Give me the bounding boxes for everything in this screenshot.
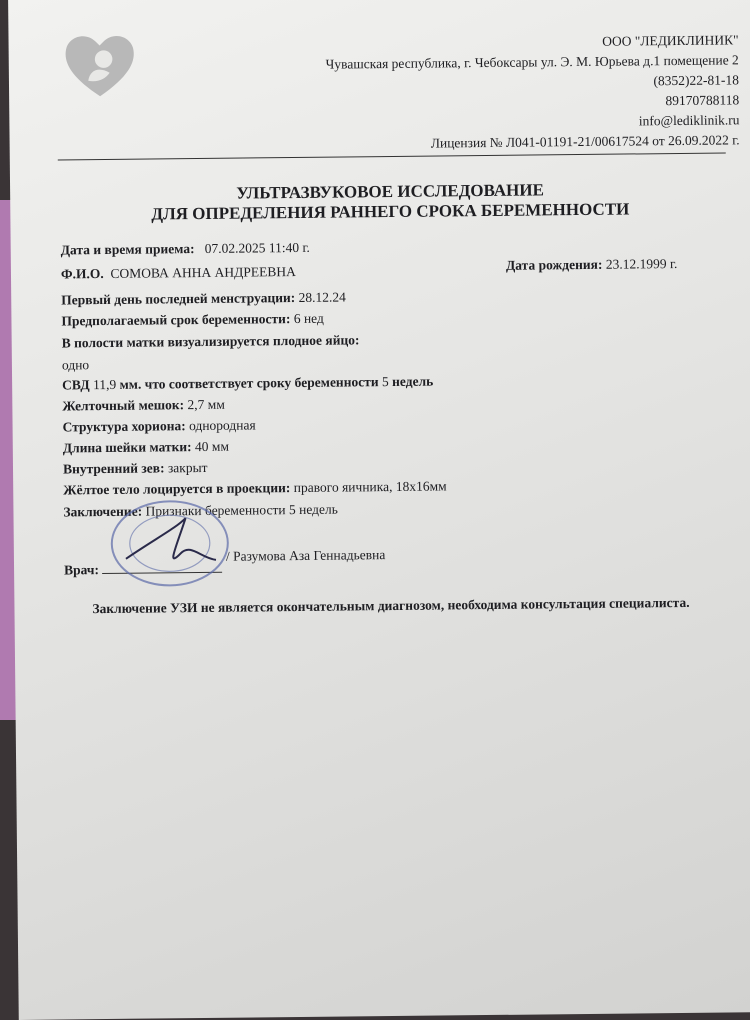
clinic-license: Лицензия № Л041-01191-21/00617524 от 26.09.2022 г.	[430, 132, 740, 151]
doc-title-line2: ДЛЯ ОПРЕДЕЛЕНИЯ РАННЕГО СРОКА БЕРЕМЕННОСТИ	[151, 199, 630, 224]
clinic-email: info@lediklinik.ru	[638, 112, 740, 129]
clinic-phone: (8352)22-81-18	[653, 72, 740, 89]
internal-os: Внутренний зев: закрыт	[62, 459, 208, 477]
header-divider	[58, 152, 726, 160]
doctor-stamp-icon	[105, 498, 234, 589]
yolk-sac: Желточный мешок: 2,7 мм	[62, 396, 225, 414]
clinic-address: Чувашская республика, г. Чебоксары ул. Э. М. Юрьева д.1 помещение 2	[325, 52, 739, 72]
gestational-sac-value: одно	[61, 357, 90, 373]
doc-title-line1: УЛЬТРАЗВУКОВОЕ ИССЛЕДОВАНИЕ	[236, 180, 545, 203]
doctor-name: / Разумова Аза Геннадьевна	[225, 547, 386, 564]
clinic-logo-icon	[60, 29, 139, 102]
chorion: Структура хориона: однородная	[62, 417, 256, 435]
document-sheet	[8, 0, 750, 1020]
doctor-label: Врач:	[64, 561, 222, 579]
conclusion: Заключение: Признаки беременности 5 недель	[63, 501, 338, 520]
lmp: Первый день последней менструации: 28.12.24	[61, 289, 346, 308]
disclaimer-note: Заключение УЗИ не является окончательным диагнозом, необходима консультация специалиста.	[92, 594, 690, 617]
expected-term: Предполагаемый срок беременности: 6 нед	[61, 310, 324, 329]
corpus-luteum: Жёлтое тело лоцируется в проекции: правого яичника, 18х16мм	[63, 478, 447, 498]
patient-name: Ф.И.О. СОМОВА АННА АНДРЕЕВНА	[60, 264, 296, 282]
gestational-sac-label: В полости матки визуализируется плодное яйцо:	[61, 332, 360, 351]
clinic-name: ООО "ЛЕДИКЛИНИК"	[602, 32, 739, 49]
visit-date: Дата и время приема: 07.02.2025 11:40 г.	[60, 239, 310, 258]
cervix-length: Длина шейки матки: 40 мм	[62, 438, 230, 456]
birth-date: Дата рождения: 23.12.1999 г.	[505, 256, 678, 273]
svd-line: СВД 11,9 мм. что соответствует сроку беременности 5 недель	[62, 373, 434, 393]
clinic-mobile: 89170788118	[665, 92, 740, 109]
